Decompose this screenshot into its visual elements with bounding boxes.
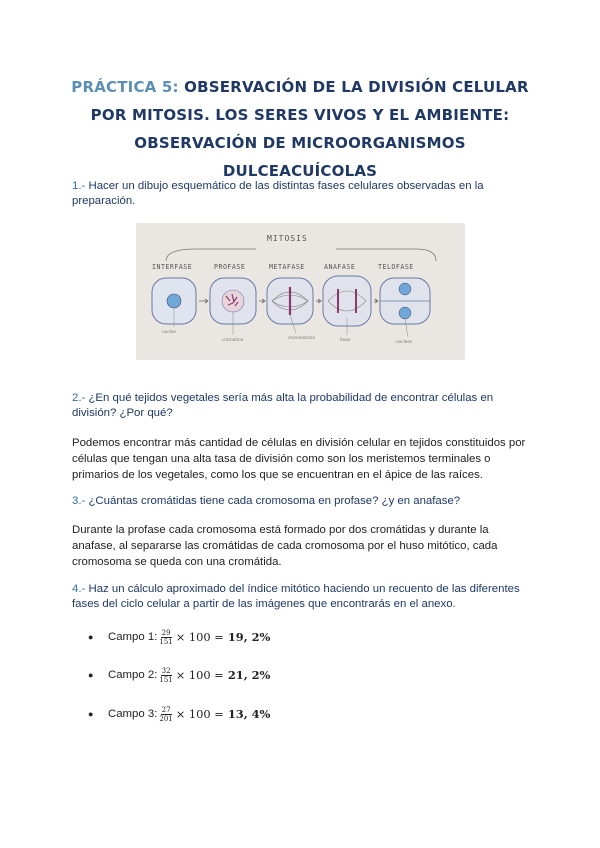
bullet-icon: ●	[88, 670, 94, 680]
telofase-cell	[380, 278, 430, 324]
question-4	[72, 582, 532, 612]
bullet-icon: ●	[88, 709, 94, 719]
bullet-icon: ●	[88, 632, 94, 642]
note-nucleo: nucleo	[162, 329, 176, 334]
fraction-denominator: 151	[159, 637, 173, 646]
calc-label: Campo 3:	[108, 708, 158, 720]
title-text: OBSERVACIÓN DE LA DIVISIÓN CELULAR POR MITOSIS. LOS SERES VIVOS Y EL AMBIENTE: OBSERVACIÓN DE MICROORGANISMOS DULCEACUÍCOLAS	[90, 78, 529, 180]
question-2	[72, 391, 532, 421]
calc-label: Campo 1:	[108, 631, 158, 643]
question-number: 1.-	[72, 180, 86, 192]
fraction	[159, 667, 172, 684]
stage-label-profase: PROFASE	[214, 263, 246, 271]
stage-label-telofase: TELOFASE	[378, 263, 414, 271]
stage-label-metafase: METAFASE	[269, 263, 305, 271]
stage-label-anafase: ANAFASE	[324, 263, 356, 271]
note-nucleos: nucleos	[396, 339, 413, 344]
title-practice-number: PRÁCTICA 5:	[71, 78, 179, 96]
calc-result: 21, 2%	[227, 668, 271, 682]
fraction	[159, 706, 172, 723]
list-item	[88, 626, 270, 648]
list-item	[88, 703, 270, 725]
answer-3: Durante la profase cada cromosoma está formado por dos cromátidas y durante la anafase, al separarse las cromátidas de cada cromosoma por el huso mitótico, cada cromosoma se queda con una cromátida.	[72, 524, 498, 568]
calc-result: 19, 2%	[227, 630, 271, 644]
fraction-numerator: 27	[161, 705, 171, 714]
fraction-denominator: 201	[159, 714, 173, 723]
question-text: Hacer un dibujo esquemático de las distintas fases celulares observadas en la preparación.	[72, 180, 484, 207]
note-cromatina: cromatina	[222, 337, 244, 342]
question-text: ¿En qué tejidos vegetales sería más alta la probabilidad de encontrar células en división? ¿Por qué?	[72, 392, 494, 419]
fraction-numerator: 32	[161, 666, 171, 675]
question-number: 4.-	[72, 583, 86, 595]
calc-operator: × 100 =	[175, 707, 224, 721]
page-title	[60, 73, 540, 185]
stage-label-interfase: INTERFASE	[152, 263, 193, 271]
answer-2: Podemos encontrar más cantidad de células en división celular en tejidos constituidos por células que tengan una alta tasa de división como son los meristemos terminales o primarios de los vegetales, como los que se encuentran en el ápice de las raíces.	[72, 437, 526, 481]
calc-result: 13, 4%	[227, 707, 271, 721]
figure-main-label: MITOSIS	[267, 234, 308, 243]
question-text: Haz un cálculo aproximado del índice mitótico haciendo un recuento de las diferentes fases del ciclo celular a partir de las imágenes que encontrarás en el anexo.	[72, 583, 520, 610]
list-item	[88, 664, 270, 686]
mitosis-drawing	[136, 223, 465, 360]
note-cromosomas: cromosomas	[288, 335, 315, 340]
question-number: 3.-	[72, 495, 86, 507]
question-1	[72, 179, 532, 209]
question-number: 2.-	[72, 392, 86, 404]
fraction	[159, 629, 172, 646]
fraction-numerator: 29	[161, 628, 171, 637]
note-huso: huso	[340, 337, 351, 342]
fraction-denominator: 151	[159, 675, 173, 684]
calc-operator: × 100 =	[175, 668, 224, 682]
calc-operator: × 100 =	[175, 630, 224, 644]
metafase-cell	[267, 278, 313, 324]
question-text: ¿Cuántas cromátidas tiene cada cromosoma en profase? ¿y en anafase?	[88, 495, 461, 507]
question-3	[72, 494, 532, 509]
mitosis-sketch	[136, 223, 465, 360]
calc-label: Campo 2:	[108, 669, 158, 681]
